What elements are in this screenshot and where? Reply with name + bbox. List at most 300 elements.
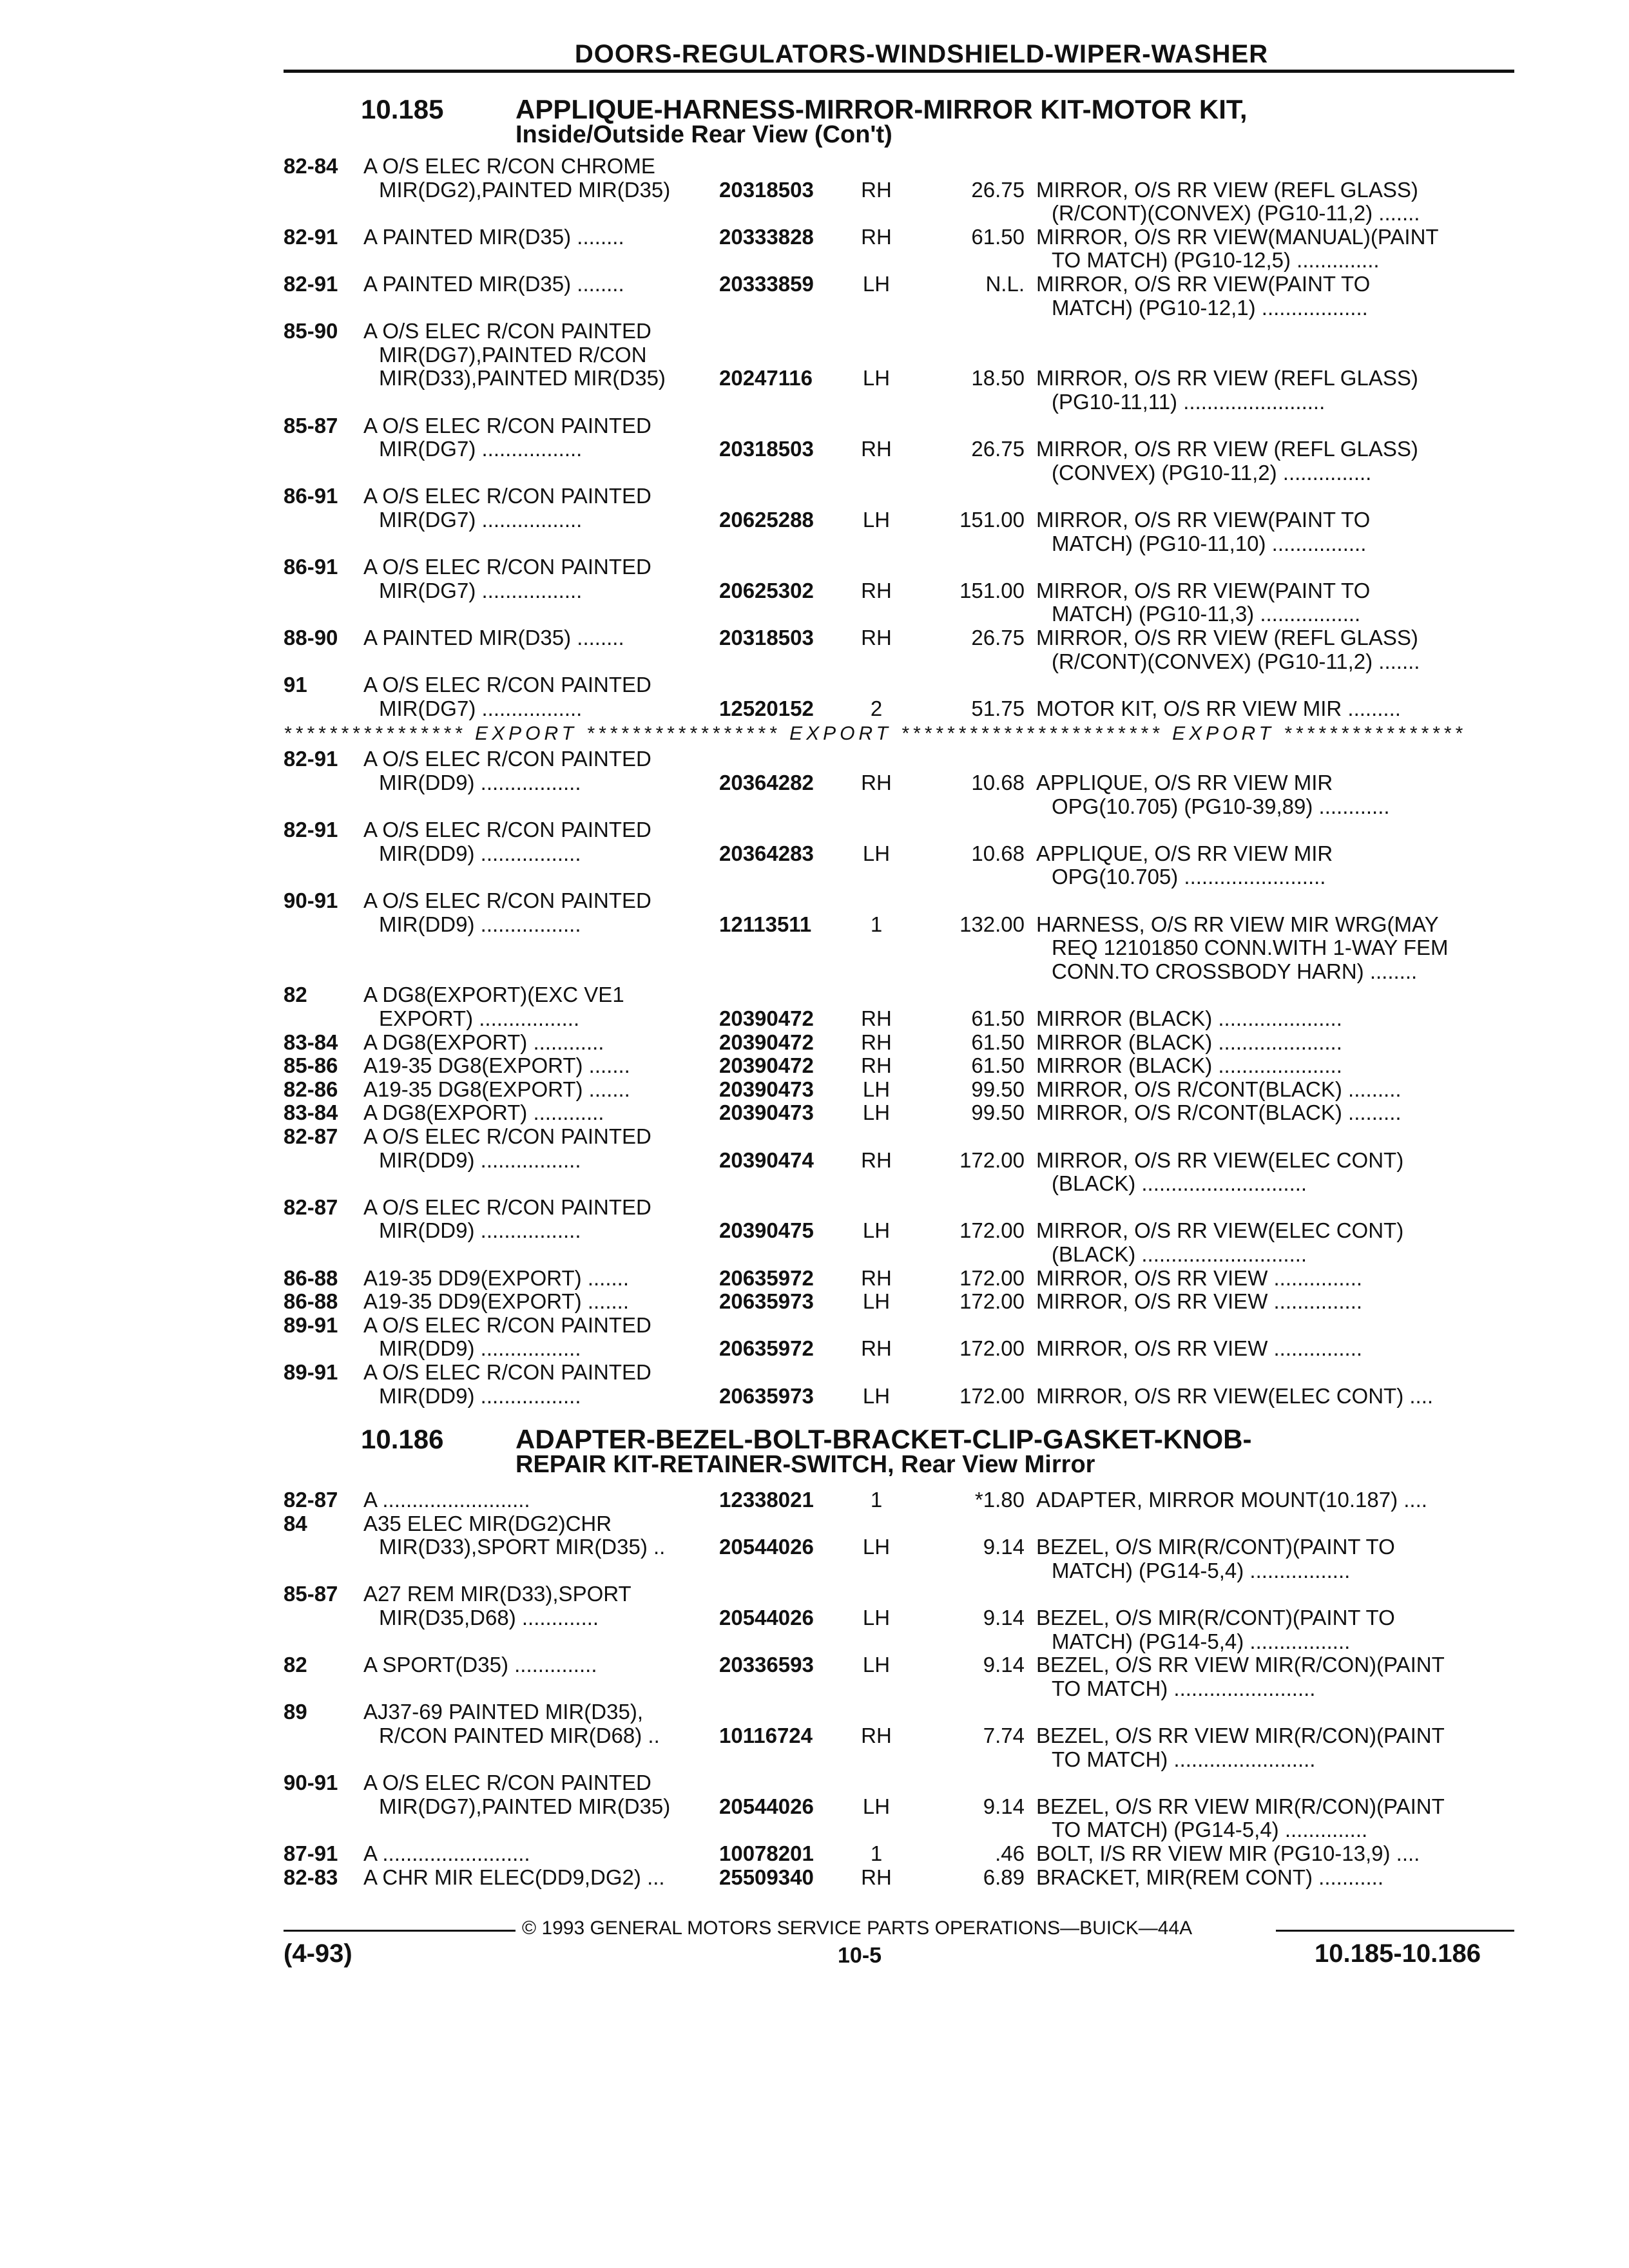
price: 172.00 bbox=[959, 1266, 1025, 1290]
application-description: A PAINTED MIR(D35) ........ bbox=[363, 225, 624, 249]
part-number: 20635973 bbox=[719, 1384, 814, 1408]
parts-row bbox=[284, 1842, 1514, 1868]
part-name: MIRROR, O/S RR VIEW ............... bbox=[1036, 1290, 1363, 1314]
part-number: 20635972 bbox=[719, 1337, 814, 1361]
parts-row bbox=[284, 1630, 1514, 1656]
price: 132.00 bbox=[959, 912, 1025, 936]
part-number: 20333828 bbox=[719, 225, 814, 249]
parts-row bbox=[284, 390, 1514, 416]
part-name: MIRROR, O/S RR VIEW (REFL GLASS) bbox=[1036, 178, 1418, 202]
part-name: MIRROR, O/S RR VIEW(MANUAL)(PAINT bbox=[1036, 225, 1439, 249]
part-name: MATCH) (PG10-12,1) .................. bbox=[1052, 296, 1368, 320]
parts-row bbox=[284, 1866, 1514, 1892]
parts-row bbox=[284, 650, 1514, 676]
part-number: 12520152 bbox=[719, 697, 814, 720]
application-description: A DG8(EXPORT) ............ bbox=[363, 1030, 604, 1054]
model-years: 82-87 bbox=[284, 1488, 338, 1512]
application-description: MIR(DD9) ................. bbox=[379, 912, 581, 936]
price: 172.00 bbox=[959, 1148, 1025, 1172]
header-rule bbox=[284, 70, 1514, 73]
part-name: BEZEL, O/S MIR(R/CONT)(PAINT TO bbox=[1036, 1535, 1395, 1559]
parts-row bbox=[284, 1361, 1514, 1387]
section-range: 10.185-10.186 bbox=[1315, 1939, 1481, 1968]
model-years: 82-91 bbox=[284, 225, 338, 249]
part-name: MOTOR KIT, O/S RR VIEW MIR ......... bbox=[1036, 697, 1401, 720]
application-description: A O/S ELEC R/CON PAINTED bbox=[363, 1771, 651, 1795]
application-description: A O/S ELEC R/CON PAINTED bbox=[363, 889, 651, 912]
part-number: 20333859 bbox=[719, 273, 814, 296]
part-number: 20625302 bbox=[719, 579, 814, 602]
page-header: DOORS-REGULATORS-WINDSHIELD-WIPER-WASHER bbox=[574, 40, 1269, 68]
parts-row bbox=[284, 983, 1514, 1009]
price: 6.89 bbox=[983, 1865, 1025, 1889]
application-description: AJ37-69 PAINTED MIR(D35), bbox=[363, 1700, 643, 1724]
part-number: 20318503 bbox=[719, 437, 814, 461]
application-description: A O/S ELEC R/CON PAINTED bbox=[363, 1361, 651, 1384]
part-name: CONN.TO CROSSBODY HARN) ........ bbox=[1052, 959, 1418, 983]
model-years: 90-91 bbox=[284, 889, 338, 912]
model-years: 82-84 bbox=[284, 155, 338, 178]
copyright-notice: © 1993 GENERAL MOTORS SERVICE PARTS OPERATIONS—BUICK—44A bbox=[522, 1917, 1193, 1939]
side-or-quantity: 1 bbox=[870, 1488, 883, 1512]
side-or-quantity: RH bbox=[861, 1007, 892, 1030]
part-name: MATCH) (PG10-11,3) ................. bbox=[1052, 602, 1361, 626]
part-number: 20390474 bbox=[719, 1148, 814, 1172]
price: 10.68 bbox=[971, 841, 1025, 865]
parts-row bbox=[284, 1559, 1514, 1585]
price: *1.80 bbox=[974, 1488, 1025, 1512]
part-number: 12338021 bbox=[719, 1488, 814, 1512]
parts-row bbox=[284, 1101, 1514, 1127]
side-or-quantity: LH bbox=[862, 1077, 891, 1101]
revision-date: (4-93) bbox=[284, 1939, 352, 1968]
side-or-quantity: LH bbox=[862, 367, 891, 390]
page-number: 10-5 bbox=[838, 1943, 882, 1968]
part-name: MIRROR, O/S R/CONT(BLACK) ......... bbox=[1036, 1101, 1402, 1125]
part-name: MIRROR, O/S RR VIEW (REFL GLASS) bbox=[1036, 437, 1418, 461]
part-name: MIRROR, O/S RR VIEW (REFL GLASS) bbox=[1036, 367, 1418, 390]
side-or-quantity: RH bbox=[861, 1030, 892, 1054]
export-banner: **************** EXPORT ***************** EXPORT *********************** EXPORT **************** bbox=[284, 723, 1467, 744]
application-description: A19-35 DD9(EXPORT) ....... bbox=[363, 1290, 630, 1314]
application-description: A O/S ELEC R/CON PAINTED bbox=[363, 818, 651, 842]
parts-row bbox=[284, 1172, 1514, 1198]
application-description: R/CON PAINTED MIR(D68) .. bbox=[379, 1724, 660, 1747]
side-or-quantity: RH bbox=[861, 178, 892, 202]
part-number: 20364282 bbox=[719, 771, 814, 794]
part-name: MIRROR, O/S RR VIEW(PAINT TO bbox=[1036, 579, 1371, 602]
part-name: MIRROR, O/S RR VIEW(PAINT TO bbox=[1036, 508, 1371, 532]
part-name: OPG(10.705) ........................ bbox=[1052, 865, 1326, 889]
part-name: MATCH) (PG10-11,10) ................ bbox=[1052, 532, 1367, 555]
model-years: 82-87 bbox=[284, 1195, 338, 1219]
parts-row bbox=[284, 1795, 1514, 1821]
side-or-quantity: LH bbox=[862, 1535, 891, 1559]
parts-row bbox=[284, 1512, 1514, 1538]
model-years: 85-90 bbox=[284, 320, 338, 343]
part-name: MIRROR, O/S RR VIEW(ELEC CONT) bbox=[1036, 1219, 1404, 1243]
part-number: 20625288 bbox=[719, 508, 814, 532]
parts-row bbox=[284, 1582, 1514, 1608]
side-or-quantity: RH bbox=[861, 771, 892, 794]
parts-row bbox=[284, 485, 1514, 510]
side-or-quantity: 1 bbox=[870, 1842, 883, 1865]
side-or-quantity: RH bbox=[861, 437, 892, 461]
application-description: A ......................... bbox=[363, 1842, 530, 1865]
section-subtitle: Inside/Outside Rear View (Con't) bbox=[516, 121, 892, 148]
parts-row bbox=[284, 1337, 1514, 1363]
part-name: OPG(10.705) (PG10-39,89) ............ bbox=[1052, 794, 1390, 818]
part-name: MIRROR, O/S RR VIEW(ELEC CONT) bbox=[1036, 1148, 1404, 1172]
part-name: BEZEL, O/S MIR(R/CONT)(PAINT TO bbox=[1036, 1606, 1395, 1629]
model-years: 85-86 bbox=[284, 1054, 338, 1078]
parts-row bbox=[284, 1149, 1514, 1175]
price: 10.68 bbox=[971, 771, 1025, 794]
parts-row bbox=[284, 1196, 1514, 1222]
part-name: TO MATCH) (PG10-12,5) .............. bbox=[1052, 249, 1380, 273]
parts-row bbox=[284, 697, 1514, 723]
part-number: 20390475 bbox=[719, 1219, 814, 1243]
price: 9.14 bbox=[983, 1653, 1025, 1677]
price: 172.00 bbox=[959, 1337, 1025, 1361]
part-number: 25509340 bbox=[719, 1865, 814, 1889]
application-description: A27 REM MIR(D33),SPORT bbox=[363, 1582, 631, 1606]
price: 7.74 bbox=[983, 1724, 1025, 1747]
part-name: APPLIQUE, O/S RR VIEW MIR bbox=[1036, 771, 1333, 794]
parts-row bbox=[284, 1031, 1514, 1057]
parts-row bbox=[284, 1535, 1514, 1561]
part-name: MATCH) (PG14-5,4) ................. bbox=[1052, 1629, 1351, 1653]
part-name: (BLACK) ............................ bbox=[1052, 1243, 1307, 1266]
model-years: 83-84 bbox=[284, 1030, 338, 1054]
parts-row bbox=[284, 1054, 1514, 1080]
application-description: MIR(DD9) ................. bbox=[379, 1337, 581, 1361]
price: N.L. bbox=[985, 273, 1025, 296]
price: 172.00 bbox=[959, 1290, 1025, 1314]
part-name: BEZEL, O/S RR VIEW MIR(R/CON)(PAINT bbox=[1036, 1794, 1445, 1818]
side-or-quantity: RH bbox=[861, 579, 892, 602]
part-name: REQ 12101850 CONN.WITH 1-WAY FEM bbox=[1052, 936, 1449, 960]
part-number: 10116724 bbox=[719, 1724, 813, 1747]
parts-row bbox=[284, 1125, 1514, 1151]
side-or-quantity: RH bbox=[861, 225, 892, 249]
part-number: 20247116 bbox=[719, 367, 813, 390]
application-description: A O/S ELEC R/CON PAINTED bbox=[363, 485, 651, 508]
application-description: MIR(DG7) ................. bbox=[379, 579, 583, 602]
application-description: A PAINTED MIR(D35) ........ bbox=[363, 626, 624, 649]
application-description: A SPORT(D35) .............. bbox=[363, 1653, 597, 1677]
footer-rule-right bbox=[1276, 1930, 1514, 1932]
model-years: 88-90 bbox=[284, 626, 338, 649]
parts-row bbox=[284, 461, 1514, 487]
parts-row bbox=[284, 842, 1514, 868]
application-description: A O/S ELEC R/CON PAINTED bbox=[363, 555, 651, 579]
application-description: MIR(DD9) ................. bbox=[379, 1384, 581, 1408]
parts-row bbox=[284, 1653, 1514, 1679]
model-years: 82-83 bbox=[284, 1865, 338, 1889]
application-description: A O/S ELEC R/CON PAINTED bbox=[363, 414, 651, 437]
application-description: MIR(DD9) ................. bbox=[379, 841, 581, 865]
part-number: 20390473 bbox=[719, 1101, 814, 1125]
application-description: A O/S ELEC R/CON CHROME bbox=[363, 155, 655, 178]
parts-row bbox=[284, 1488, 1514, 1514]
side-or-quantity: 1 bbox=[870, 912, 883, 936]
model-years: 86-91 bbox=[284, 485, 338, 508]
price: .46 bbox=[995, 1842, 1025, 1865]
parts-row bbox=[284, 913, 1514, 939]
part-number: 20318503 bbox=[719, 178, 814, 202]
application-description: MIR(DG7) ................. bbox=[379, 437, 583, 461]
part-number: 20318503 bbox=[719, 626, 814, 649]
model-years: 82 bbox=[284, 1653, 307, 1677]
parts-row bbox=[284, 1385, 1514, 1410]
parts-row bbox=[284, 1771, 1514, 1797]
application-description: MIR(DG7),PAINTED MIR(D35) bbox=[379, 1794, 671, 1818]
part-number: 20390472 bbox=[719, 1054, 814, 1078]
part-number: 20364283 bbox=[719, 841, 814, 865]
parts-row bbox=[284, 320, 1514, 345]
price: 9.14 bbox=[983, 1606, 1025, 1629]
part-name: TO MATCH) (PG14-5,4) .............. bbox=[1052, 1818, 1368, 1842]
parts-row bbox=[284, 1267, 1514, 1293]
parts-row bbox=[284, 414, 1514, 440]
section-subtitle: REPAIR KIT-RETAINER-SWITCH, Rear View Mirror bbox=[516, 1451, 1095, 1478]
part-name: TO MATCH) ........................ bbox=[1052, 1747, 1316, 1771]
application-description: A19-35 DG8(EXPORT) ....... bbox=[363, 1077, 630, 1101]
section-number: 10.185 bbox=[361, 94, 444, 124]
parts-row bbox=[284, 1078, 1514, 1104]
section-heading-10-185 bbox=[284, 94, 1508, 152]
part-number: 20336593 bbox=[719, 1653, 814, 1677]
price: 99.50 bbox=[971, 1101, 1025, 1125]
model-years: 87-91 bbox=[284, 1842, 338, 1865]
parts-row bbox=[284, 1219, 1514, 1245]
model-years: 82-91 bbox=[284, 273, 338, 296]
part-name: APPLIQUE, O/S RR VIEW MIR bbox=[1036, 841, 1333, 865]
parts-row bbox=[284, 1290, 1514, 1316]
side-or-quantity: LH bbox=[862, 1101, 891, 1125]
part-name: BRACKET, MIR(REM CONT) ........... bbox=[1036, 1865, 1384, 1889]
application-description: A PAINTED MIR(D35) ........ bbox=[363, 273, 624, 296]
parts-row bbox=[284, 508, 1514, 534]
application-description: MIR(D33),PAINTED MIR(D35) bbox=[379, 367, 666, 390]
side-or-quantity: LH bbox=[862, 508, 891, 532]
part-name: MIRROR, O/S RR VIEW ............... bbox=[1036, 1337, 1363, 1361]
model-years: 83-84 bbox=[284, 1101, 338, 1125]
parts-row bbox=[284, 936, 1514, 962]
model-years: 82 bbox=[284, 983, 307, 1007]
part-name: MIRROR (BLACK) ..................... bbox=[1036, 1030, 1342, 1054]
application-description: A DG8(EXPORT)(EXC VE1 bbox=[363, 983, 624, 1007]
parts-row bbox=[284, 602, 1514, 628]
application-description: MIR(DG7) ................. bbox=[379, 508, 583, 532]
parts-row bbox=[284, 818, 1514, 844]
parts-row bbox=[284, 226, 1514, 251]
model-years: 85-87 bbox=[284, 1582, 338, 1606]
application-description: A O/S ELEC R/CON PAINTED bbox=[363, 673, 651, 697]
price: 172.00 bbox=[959, 1219, 1025, 1243]
side-or-quantity: RH bbox=[861, 1724, 892, 1747]
model-years: 91 bbox=[284, 673, 307, 697]
model-years: 90-91 bbox=[284, 1771, 338, 1795]
section-title: ADAPTER-BEZEL-BOLT-BRACKET-CLIP-GASKET-KNOB- bbox=[516, 1424, 1252, 1454]
model-years: 89-91 bbox=[284, 1361, 338, 1384]
parts-row bbox=[284, 1748, 1514, 1774]
side-or-quantity: 2 bbox=[870, 697, 883, 720]
price: 26.75 bbox=[971, 626, 1025, 649]
part-number: 10078201 bbox=[719, 1842, 814, 1865]
parts-row bbox=[284, 273, 1514, 298]
price: 26.75 bbox=[971, 178, 1025, 202]
part-name: MATCH) (PG14-5,4) ................. bbox=[1052, 1559, 1351, 1582]
parts-row bbox=[284, 579, 1514, 605]
model-years: 82-86 bbox=[284, 1077, 338, 1101]
side-or-quantity: RH bbox=[861, 1266, 892, 1290]
side-or-quantity: LH bbox=[862, 273, 891, 296]
model-years: 86-88 bbox=[284, 1290, 338, 1314]
part-number: 20544026 bbox=[719, 1535, 814, 1559]
parts-row bbox=[284, 626, 1514, 652]
price: 26.75 bbox=[971, 437, 1025, 461]
application-description: EXPORT) ................. bbox=[379, 1007, 580, 1030]
part-name: MIRROR, O/S RR VIEW (REFL GLASS) bbox=[1036, 626, 1418, 649]
price: 151.00 bbox=[959, 508, 1025, 532]
side-or-quantity: RH bbox=[861, 1337, 892, 1361]
part-number: 20390473 bbox=[719, 1077, 814, 1101]
price: 51.75 bbox=[971, 697, 1025, 720]
parts-row bbox=[284, 960, 1514, 986]
parts-row bbox=[284, 889, 1514, 915]
price: 151.00 bbox=[959, 579, 1025, 602]
parts-row bbox=[284, 367, 1514, 392]
side-or-quantity: LH bbox=[862, 1794, 891, 1818]
part-name: (PG10-11,11) ........................ bbox=[1052, 390, 1325, 414]
part-name: (BLACK) ............................ bbox=[1052, 1172, 1307, 1196]
part-number: 12113511 bbox=[719, 912, 812, 936]
part-name: BEZEL, O/S RR VIEW MIR(R/CON)(PAINT bbox=[1036, 1653, 1445, 1677]
application-description: A35 ELEC MIR(DG2)CHR bbox=[363, 1512, 612, 1535]
model-years: 84 bbox=[284, 1512, 307, 1535]
model-years: 89-91 bbox=[284, 1313, 338, 1337]
section-number: 10.186 bbox=[361, 1424, 444, 1454]
footer-rule-left bbox=[284, 1930, 516, 1932]
side-or-quantity: RH bbox=[861, 1054, 892, 1078]
model-years: 86-91 bbox=[284, 555, 338, 579]
part-number: 20635972 bbox=[719, 1266, 814, 1290]
part-name: MIRROR, O/S R/CONT(BLACK) ......... bbox=[1036, 1077, 1402, 1101]
model-years: 89 bbox=[284, 1700, 307, 1724]
side-or-quantity: LH bbox=[862, 1653, 891, 1677]
application-description: MIR(DG7),PAINTED R/CON bbox=[379, 343, 647, 367]
application-description: A19-35 DD9(EXPORT) ....... bbox=[363, 1266, 630, 1290]
parts-row bbox=[284, 1606, 1514, 1632]
model-years: 82-91 bbox=[284, 747, 338, 771]
parts-row bbox=[284, 1724, 1514, 1750]
parts-row bbox=[284, 771, 1514, 797]
part-name: MIRROR, O/S RR VIEW(PAINT TO bbox=[1036, 273, 1371, 296]
part-name: HARNESS, O/S RR VIEW MIR WRG(MAY bbox=[1036, 912, 1439, 936]
part-name: (R/CONT)(CONVEX) (PG10-11,2) ....... bbox=[1052, 649, 1420, 673]
parts-row bbox=[284, 532, 1514, 558]
parts-row bbox=[284, 1700, 1514, 1726]
application-description: A ......................... bbox=[363, 1488, 530, 1512]
application-description: A CHR MIR ELEC(DD9,DG2) ... bbox=[363, 1865, 665, 1889]
side-or-quantity: RH bbox=[861, 1865, 892, 1889]
price: 61.50 bbox=[971, 1030, 1025, 1054]
parts-row bbox=[284, 202, 1514, 227]
application-description: A O/S ELEC R/CON PAINTED bbox=[363, 1313, 651, 1337]
price: 61.50 bbox=[971, 1054, 1025, 1078]
parts-row bbox=[284, 1007, 1514, 1033]
application-description: A O/S ELEC R/CON PAINTED bbox=[363, 320, 651, 343]
parts-row bbox=[284, 296, 1514, 322]
part-name: ADAPTER, MIRROR MOUNT(10.187) .... bbox=[1036, 1488, 1427, 1512]
part-number: 20390472 bbox=[719, 1030, 814, 1054]
part-name: (R/CONT)(CONVEX) (PG10-11,2) ....... bbox=[1052, 202, 1420, 226]
side-or-quantity: LH bbox=[862, 1384, 891, 1408]
parts-row bbox=[284, 865, 1514, 891]
parts-row bbox=[284, 555, 1514, 581]
application-description: MIR(D35,D68) ............. bbox=[379, 1606, 599, 1629]
parts-row bbox=[284, 437, 1514, 463]
parts-row bbox=[284, 1314, 1514, 1340]
part-name: MIRROR (BLACK) ..................... bbox=[1036, 1007, 1342, 1030]
part-number: 20390472 bbox=[719, 1007, 814, 1030]
side-or-quantity: LH bbox=[862, 1606, 891, 1629]
price: 99.50 bbox=[971, 1077, 1025, 1101]
application-description: MIR(DD9) ................. bbox=[379, 1219, 581, 1243]
side-or-quantity: LH bbox=[862, 841, 891, 865]
section-title: APPLIQUE-HARNESS-MIRROR-MIRROR KIT-MOTOR KIT, bbox=[516, 94, 1248, 124]
parts-row bbox=[284, 1818, 1514, 1844]
parts-row bbox=[284, 795, 1514, 821]
price: 9.14 bbox=[983, 1794, 1025, 1818]
part-number: 20544026 bbox=[719, 1794, 814, 1818]
application-description: A DG8(EXPORT) ............ bbox=[363, 1101, 604, 1125]
price: 61.50 bbox=[971, 225, 1025, 249]
price: 172.00 bbox=[959, 1384, 1025, 1408]
part-name: BEZEL, O/S RR VIEW MIR(R/CON)(PAINT bbox=[1036, 1724, 1445, 1747]
application-description: MIR(DG7) ................. bbox=[379, 697, 583, 720]
part-number: 20544026 bbox=[719, 1606, 814, 1629]
parts-row bbox=[284, 747, 1514, 773]
parts-row bbox=[284, 673, 1514, 699]
application-description: MIR(DG2),PAINTED MIR(D35) bbox=[379, 178, 671, 202]
price: 61.50 bbox=[971, 1007, 1025, 1030]
model-years: 86-88 bbox=[284, 1266, 338, 1290]
parts-row bbox=[284, 249, 1514, 274]
part-name: TO MATCH) ........................ bbox=[1052, 1677, 1316, 1700]
side-or-quantity: RH bbox=[861, 1148, 892, 1172]
parts-row bbox=[284, 155, 1514, 180]
application-description: A O/S ELEC R/CON PAINTED bbox=[363, 747, 651, 771]
price: 18.50 bbox=[971, 367, 1025, 390]
model-years: 82-87 bbox=[284, 1125, 338, 1148]
application-description: MIR(D33),SPORT MIR(D35) .. bbox=[379, 1535, 666, 1559]
application-description: MIR(DD9) ................. bbox=[379, 771, 581, 794]
parts-row bbox=[284, 1677, 1514, 1703]
application-description: A19-35 DG8(EXPORT) ....... bbox=[363, 1054, 630, 1078]
application-description: A O/S ELEC R/CON PAINTED bbox=[363, 1195, 651, 1219]
parts-row bbox=[284, 178, 1514, 204]
application-description: A O/S ELEC R/CON PAINTED bbox=[363, 1125, 651, 1148]
parts-row bbox=[284, 1243, 1514, 1269]
model-years: 85-87 bbox=[284, 414, 338, 437]
model-years: 82-91 bbox=[284, 818, 338, 842]
side-or-quantity: RH bbox=[861, 626, 892, 649]
side-or-quantity: LH bbox=[862, 1219, 891, 1243]
part-name: MIRROR (BLACK) ..................... bbox=[1036, 1054, 1342, 1078]
